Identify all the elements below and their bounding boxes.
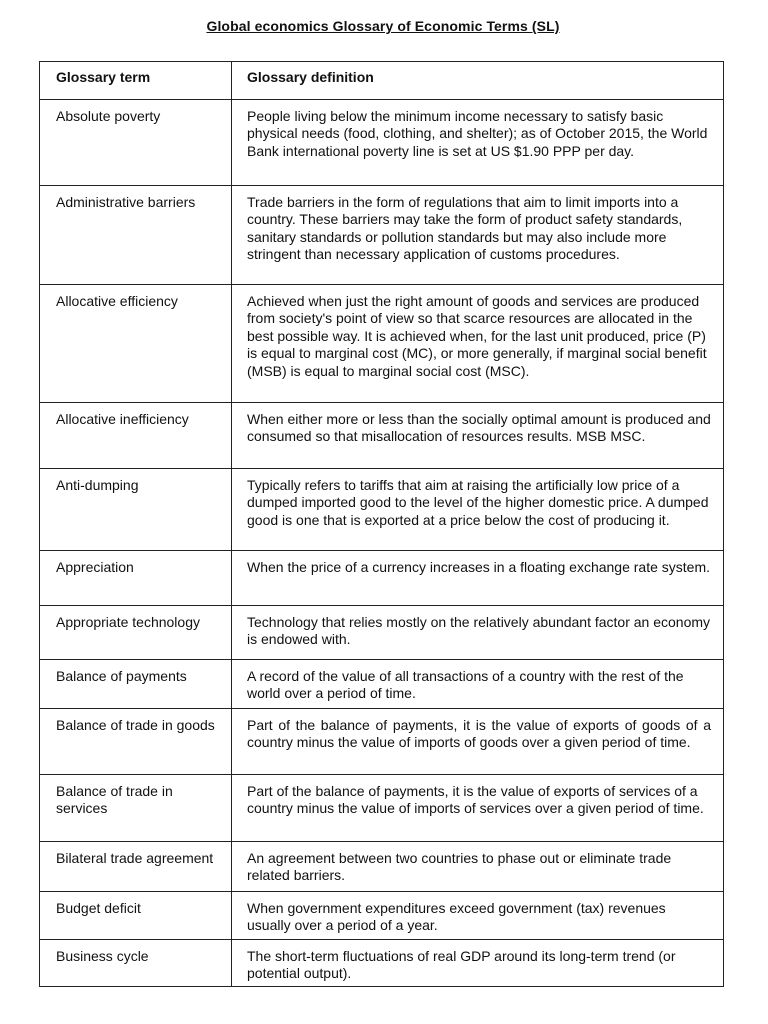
table-row bbox=[40, 606, 724, 660]
term-text: Anti-dumping bbox=[56, 477, 139, 493]
term-text: Balance of trade in goods bbox=[56, 717, 215, 733]
term-cell bbox=[40, 709, 232, 775]
definition-text: Typically refers to tariffs that aim at raising the artificially low price of a dumped imported good to the level of the higher domestic price. A dumped good is one that is exported at a price below the cost of producing it. bbox=[247, 477, 709, 528]
definition-text: When either more or less than the socially optimal amount is produced and consumed so that misallocation of resources results. MSB MSC. bbox=[247, 411, 711, 445]
table-row bbox=[40, 285, 724, 403]
header-term-label: Glossary term bbox=[56, 69, 151, 85]
table-row bbox=[40, 403, 724, 469]
term-text: Business cycle bbox=[56, 948, 149, 964]
header-definition-label: Glossary definition bbox=[247, 69, 374, 85]
header-term bbox=[40, 62, 232, 100]
term-cell bbox=[40, 186, 232, 285]
term-cell bbox=[40, 100, 232, 186]
term-cell bbox=[40, 842, 232, 892]
definition-text: Part of the balance of payments, it is the value of exports of services of a country minus the value of imports of services over a given period of time. bbox=[247, 783, 704, 817]
definition-cell bbox=[232, 403, 724, 469]
term-text: Allocative inefficiency bbox=[56, 411, 189, 427]
table-row bbox=[40, 100, 724, 186]
term-text: Balance of trade in services bbox=[56, 783, 173, 817]
table-row bbox=[40, 469, 724, 551]
definition-cell bbox=[232, 940, 724, 987]
definition-text: Part of the balance of payments, it is the value of exports of goods of a country minus the value of imports of goods over a given period of time. bbox=[247, 717, 711, 751]
definition-text: Trade barriers in the form of regulations that aim to limit imports into a country. These barriers may take the form of product safety standards, sanitary standards or pollution standards but may also include more stringent than necessary application of customs procedures. bbox=[247, 194, 683, 263]
term-cell bbox=[40, 551, 232, 606]
table-row bbox=[40, 892, 724, 940]
table-row bbox=[40, 775, 724, 842]
table-header-row bbox=[40, 62, 724, 100]
term-text: Absolute poverty bbox=[56, 108, 161, 124]
definition-text: An agreement between two countries to phase out or eliminate trade related barriers. bbox=[247, 850, 672, 884]
term-cell bbox=[40, 469, 232, 551]
table-row bbox=[40, 940, 724, 987]
definition-cell bbox=[232, 892, 724, 940]
term-text: Bilateral trade agreement bbox=[56, 850, 214, 866]
term-cell bbox=[40, 892, 232, 940]
term-text: Allocative efficiency bbox=[56, 293, 178, 309]
definition-cell bbox=[232, 551, 724, 606]
definition-text: Technology that relies mostly on the relatively abundant factor an economy is endowed with. bbox=[247, 614, 711, 648]
page-title: Global economics Glossary of Economic Terms (SL) bbox=[206, 18, 560, 34]
definition-text: The short-term fluctuations of real GDP around its long-term trend (or potential output). bbox=[247, 948, 676, 982]
table-row bbox=[40, 842, 724, 892]
definition-cell bbox=[232, 285, 724, 403]
table-row bbox=[40, 660, 724, 709]
table-row bbox=[40, 551, 724, 606]
term-text: Budget deficit bbox=[56, 900, 141, 916]
definition-text: Achieved when just the right amount of goods and services are produced from society's point of view so that scarce resources are allocated in the best possible way. It is achieved when, for the last unit produced, price (P) is equal to marginal cost (MC), or more generally, if marginal social benefit (MSB) is equal to marginal social cost (MSC). bbox=[247, 293, 707, 379]
term-text: Balance of payments bbox=[56, 668, 187, 684]
term-text: Appropriate technology bbox=[56, 614, 200, 630]
header-definition bbox=[232, 62, 724, 100]
definition-cell bbox=[232, 842, 724, 892]
term-cell bbox=[40, 403, 232, 469]
definition-cell bbox=[232, 660, 724, 709]
definition-cell bbox=[232, 469, 724, 551]
term-cell bbox=[40, 606, 232, 660]
term-cell bbox=[40, 285, 232, 403]
term-cell bbox=[40, 775, 232, 842]
term-cell bbox=[40, 660, 232, 709]
definition-cell bbox=[232, 186, 724, 285]
table-row bbox=[40, 186, 724, 285]
definition-cell bbox=[232, 606, 724, 660]
definition-cell bbox=[232, 709, 724, 775]
glossary-table bbox=[39, 61, 724, 987]
definition-cell bbox=[232, 775, 724, 842]
term-cell bbox=[40, 940, 232, 987]
term-text: Administrative barriers bbox=[56, 194, 196, 210]
definition-cell bbox=[232, 100, 724, 186]
definition-text: When government expenditures exceed government (tax) revenues usually over a period of a year. bbox=[247, 900, 666, 934]
definition-text: When the price of a currency increases in a floating exchange rate system. bbox=[247, 559, 711, 575]
definition-text: A record of the value of all transactions of a country with the rest of the world over a period of time. bbox=[247, 668, 684, 702]
table-row bbox=[40, 709, 724, 775]
term-text: Appreciation bbox=[56, 559, 134, 575]
definition-text: People living below the minimum income necessary to satisfy basic physical needs (food, clothing, and shelter); as of October 2015, the World Bank international poverty line is set at US $1.90 PPP per day. bbox=[247, 108, 708, 159]
